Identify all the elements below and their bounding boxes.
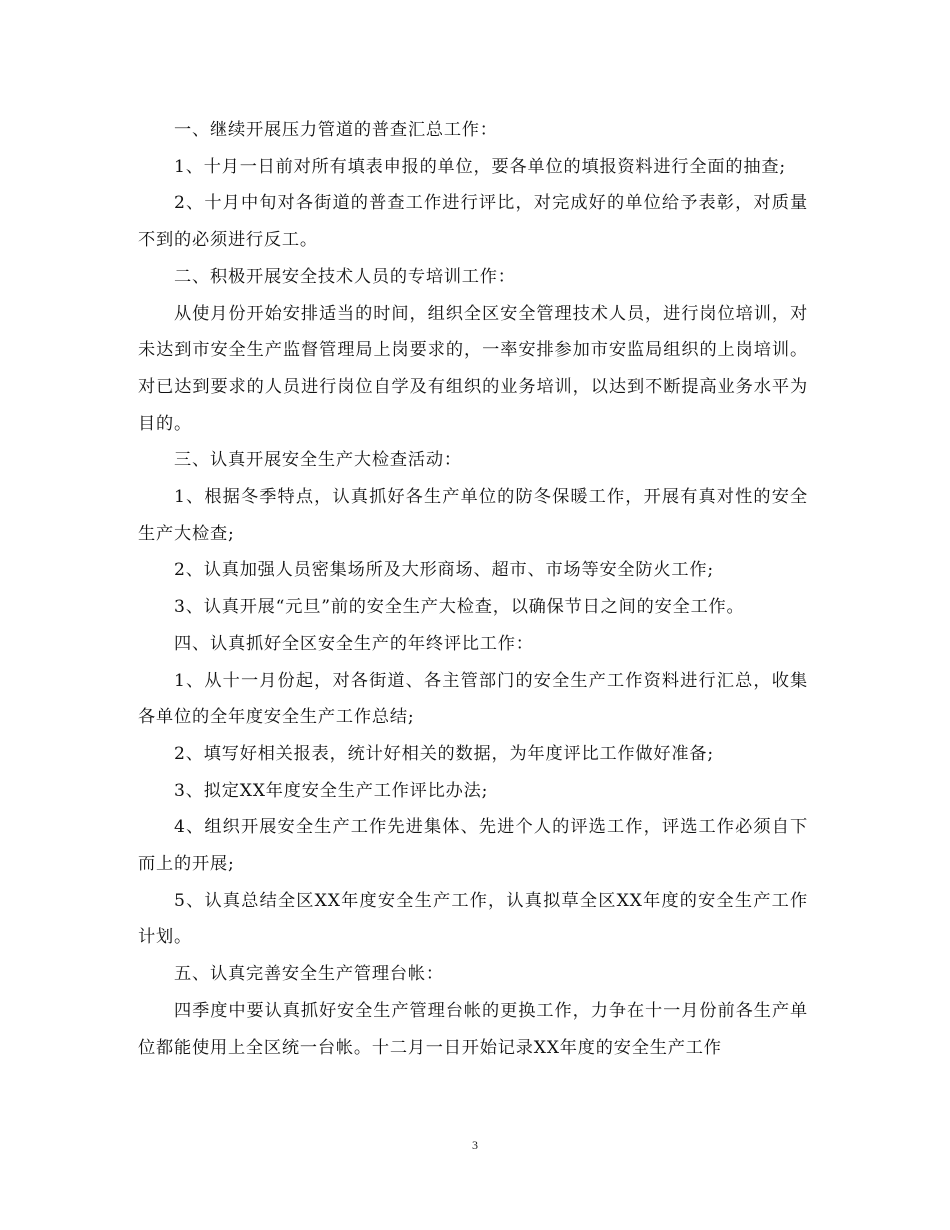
section-heading-5: 五、认真完善安全生产管理台帐： — [174, 964, 444, 985]
paragraph: 5、认真总结全区XX年度安全生产工作，认真拟草全区XX年度的安全生产工作计划。 — [138, 890, 808, 948]
document-body — [138, 112, 808, 1066]
section-heading-2: 二、积极开展安全技术人员的专培训工作： — [174, 266, 516, 287]
paragraph: 1、从十一月份起，对各街道、各主管部门的安全生产工作资料进行汇总，收集各单位的全年度安全生产工作总结; — [138, 670, 808, 728]
paragraph: 1、十月一日前对所有填表申报的单位，要各单位的填报资料进行全面的抽查; — [174, 156, 786, 177]
paragraph: 4、组织开展安全生产工作先进集体、先进个人的评选工作，评选工作必须自下而上的开展; — [138, 817, 808, 875]
paragraph: 3、认真开展“元旦”前的安全生产大检查，以确保节日之间的安全工作。 — [174, 597, 745, 618]
paragraph: 2、认真加强人员密集场所及大形商场、超市、市场等安全防火工作; — [174, 560, 714, 581]
paragraph: 3、拟定XX年度安全生产工作评比办法; — [174, 780, 489, 801]
paragraph: 1、根据冬季特点，认真抓好各生产单位的防冬保暖工作，开展有真对性的安全生产大检查; — [138, 487, 808, 544]
paragraph: 2、填写好相关报表，统计好相关的数据，为年度评比工作做好准备; — [174, 743, 714, 764]
paragraph: 从使月份开始安排适当的时间，组织全区安全管理技术人员，进行岗位培训，对未达到市安全生产监督管理局上岗要求的，一率安排参加市安监局组织的上岗培训。对已达到要求的人员进行岗位自学及有组织的业务培训，以达到不断提高业务水平为目的。 — [138, 303, 808, 434]
page-number: 3 — [472, 1138, 478, 1152]
section-heading-1: 一、继续开展压力管道的普查汇总工作： — [174, 120, 498, 140]
section-heading-3: 三、认真开展安全生产大检查活动： — [174, 450, 462, 471]
section-heading-4: 四、认真抓好全区安全生产的年终评比工作： — [174, 633, 534, 654]
paragraph: 四季度中要认真抓好安全生产管理台帐的更换工作，力争在十一月份前各生产单位都能使用上全区统一台帐。十二月一日开始记录XX年度的安全生产工作 — [138, 1000, 808, 1058]
paragraph: 2、十月中旬对各街道的普查工作进行评比，对完成好的单位给予表彰，对质量不到的必须进行反工。 — [138, 193, 808, 251]
